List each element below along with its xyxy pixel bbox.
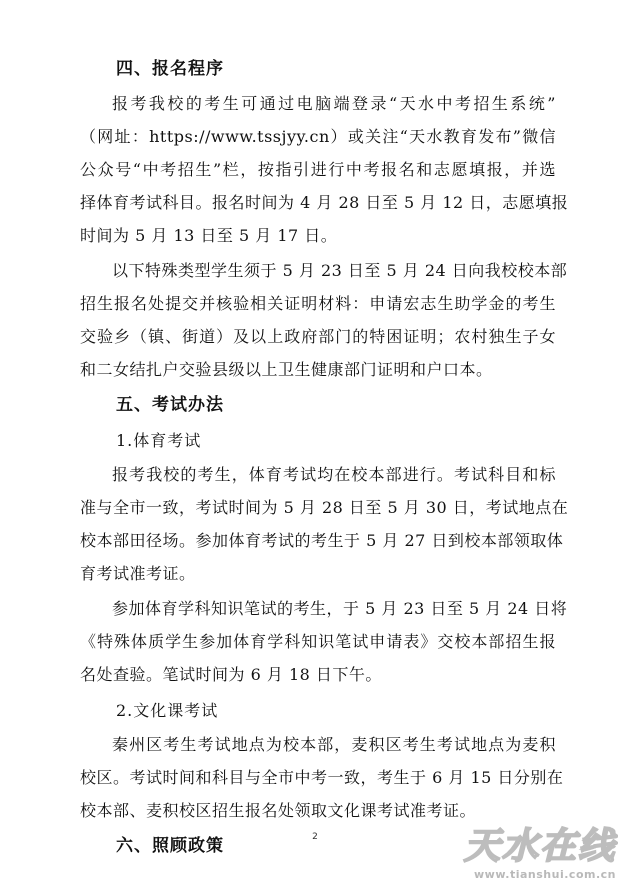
watermark-logo bbox=[448, 818, 618, 868]
paragraph-line: 以下特殊类型学生须于 5 月 23 日至 5 月 24 日向我校校本部 bbox=[112, 261, 568, 280]
paragraph-line: 准与全市一致，考试时间为 5 月 28 日至 5 月 30 日，考试地点在 bbox=[80, 498, 569, 517]
subsection-heading: 2.文化课考试 bbox=[116, 701, 219, 720]
paragraph-line: 《特殊体质学生参加体育学科知识笔试申请表》交校本部招生报 bbox=[80, 632, 556, 651]
paragraph-line: 秦州区考生考试地点为校本部，麦积区考生考试地点为麦积 bbox=[112, 735, 556, 754]
section-heading: 四、报名程序 bbox=[116, 59, 224, 79]
paragraph bbox=[80, 592, 568, 691]
paragraph-line: 校区。考试时间和科目与全市中考一致，考生于 6 月 15 日分别在 bbox=[80, 768, 564, 787]
watermark-logo-text: 天水在线 bbox=[463, 826, 616, 867]
paragraph-line: 校本部、麦积校区招生报名处领取文化课考试准考证。 bbox=[80, 801, 477, 820]
paragraph-line: 时间为 5 月 13 日至 5 月 17 日。 bbox=[80, 226, 338, 245]
paragraph bbox=[80, 254, 568, 386]
page-number: 2 bbox=[312, 832, 318, 842]
paragraph-line: 校本部田径场。参加体育考试的考生于 5 月 27 日到校本部领取体 bbox=[80, 531, 564, 550]
paragraph-line: 参加体育学科知识笔试的考生，于 5 月 23 日至 5 月 24 日将 bbox=[112, 599, 568, 618]
subsection-heading: 1.体育考试 bbox=[116, 431, 202, 450]
document-body bbox=[80, 52, 569, 864]
paragraph-line: 名处查验。笔试时间为 6 月 18 日下午。 bbox=[80, 665, 382, 684]
paragraph bbox=[80, 458, 569, 590]
paragraph-line: 公众号“中考招生”栏，按指引进行中考报名和志愿填报，并选 bbox=[80, 160, 556, 179]
paragraph-line: 招生报名处提交并核验相关证明材料：申请宏志生助学金的考生 bbox=[80, 294, 556, 313]
paragraph-line: 报考我校的考生可通过电脑端登录“天水中考招生系统” bbox=[112, 94, 556, 113]
paragraph bbox=[80, 728, 564, 827]
paragraph-line: 育考试准考证。 bbox=[80, 564, 196, 583]
section-heading: 五、考试办法 bbox=[116, 395, 224, 415]
watermark bbox=[448, 818, 618, 884]
paragraph-line: 交验乡（镇、街道）及以上政府部门的特困证明；农村独生子女 bbox=[80, 327, 556, 346]
paragraph-line: 和二女结扎户交验县级以上卫生健康部门证明和户口本。 bbox=[80, 360, 493, 379]
watermark-url: www.tianshui.com.cn bbox=[474, 868, 616, 881]
paragraph bbox=[80, 87, 569, 252]
paragraph-line: 择体育考试科目。报名时间为 4 月 28 日至 5 月 12 日，志愿填报 bbox=[80, 193, 569, 212]
paragraph-line: 报考我校的考生，体育考试均在校本部进行。考试科目和标 bbox=[112, 465, 556, 484]
paragraph-line: （网址：https://www.tssjyy.cn）或关注“天水教育发布”微信 bbox=[80, 127, 556, 146]
section-heading: 六、照顾政策 bbox=[116, 836, 224, 856]
